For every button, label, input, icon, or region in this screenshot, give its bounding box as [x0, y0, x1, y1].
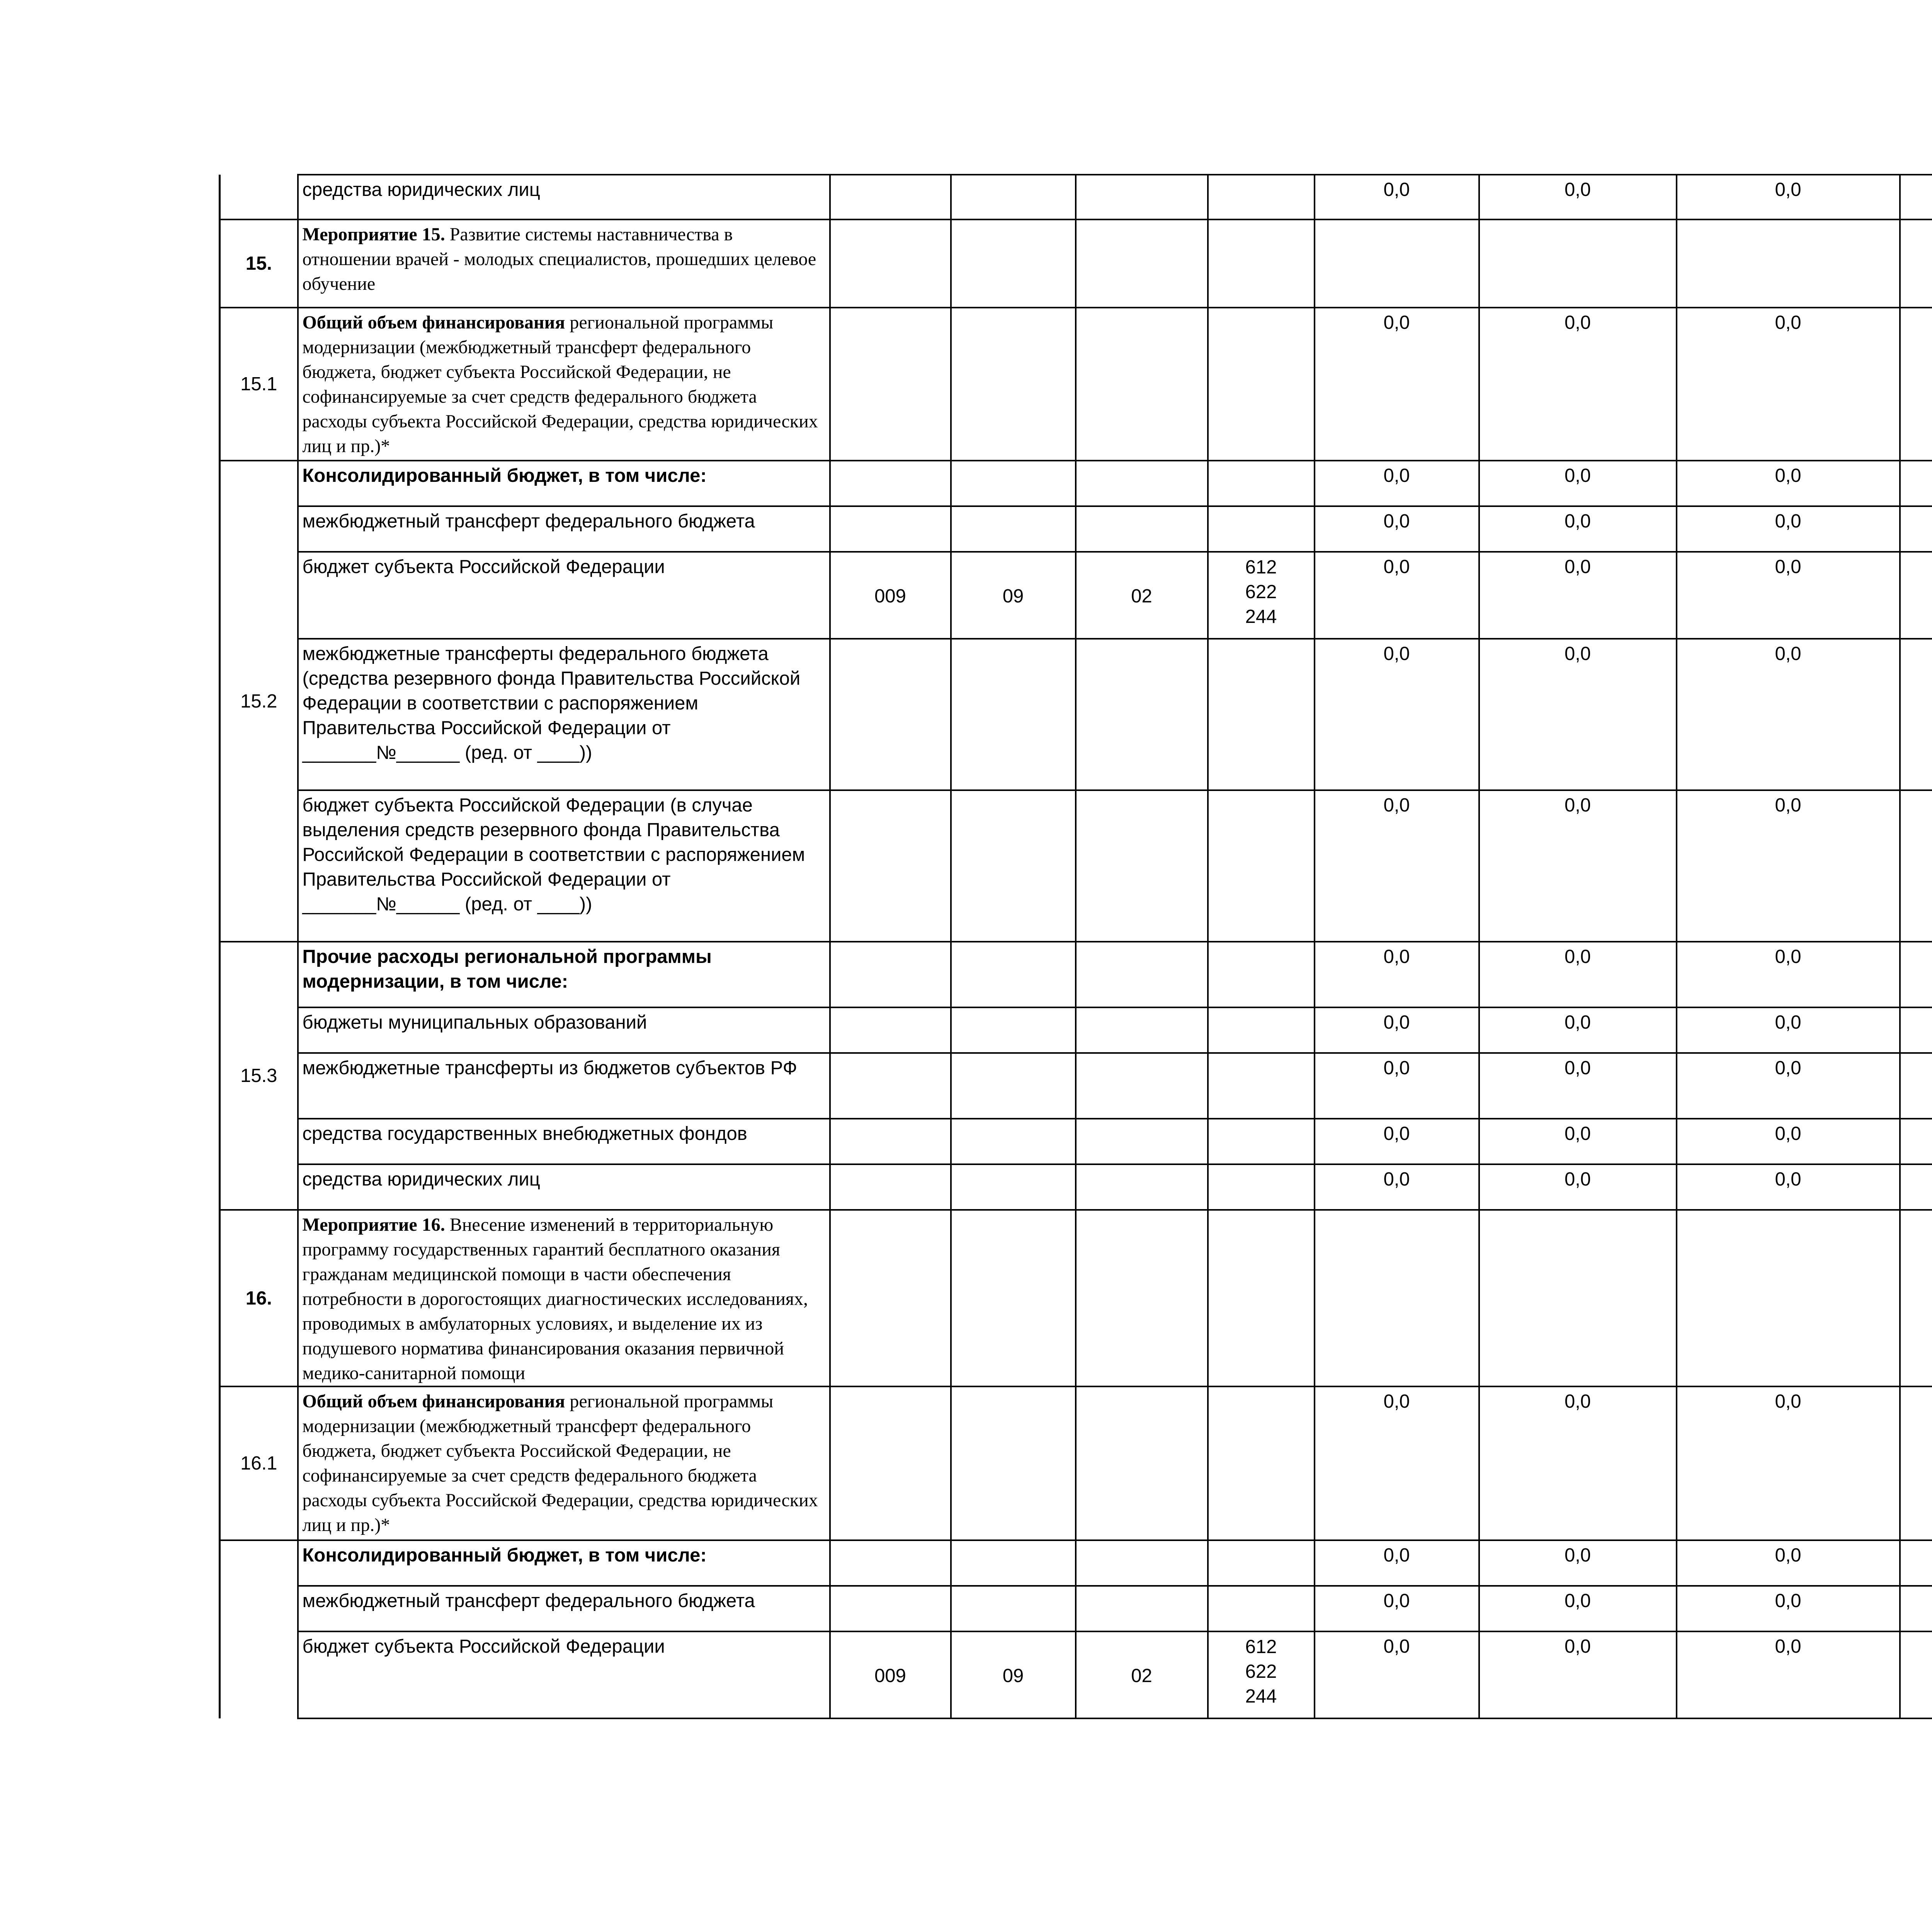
- row-label-text: Развитие системы наставничества в отношении врачей - молодых специалистов, прошедших целевое обучение: [302, 224, 816, 294]
- value-cell: 0,0: [1479, 1586, 1677, 1631]
- grbs-code: 009: [830, 1631, 951, 1718]
- value-cell: 0,0: [1315, 308, 1479, 461]
- value-cell: 0,0: [1315, 1164, 1479, 1210]
- value-cell: [1900, 1631, 1932, 1718]
- value-cell: 0,0: [1479, 639, 1677, 790]
- table-row: [220, 1386, 1932, 1540]
- pr-code: 02: [1076, 552, 1208, 639]
- row-label: бюджет субъекта Российской Федерации: [298, 552, 830, 639]
- value-cell: 0,0: [1315, 461, 1479, 506]
- row-label: [298, 308, 830, 461]
- row-number: 16.: [220, 1210, 298, 1386]
- row-label: межбюджетный трансферт федерального бюджета: [298, 506, 830, 552]
- row-label: Прочие расходы региональной программы модернизации, в том числе:: [298, 942, 830, 1007]
- table-row: [220, 1586, 1932, 1631]
- row-label: межбюджетный трансферт федерального бюджета: [298, 1586, 830, 1631]
- value-cell: [1900, 1386, 1932, 1540]
- value-cell: [1900, 175, 1932, 219]
- value-cell: [1900, 790, 1932, 942]
- row-label-text: Внесение изменений в территориальную программу государственных гарантий бесплатного оказания гражданам медицинской помощи в части обеспечения потребности в дорогостоящих диагностических исследованиях, проводимых в амбулаторных условиях, и выделение их из подушевого норматива финансирования оказания первичной медико-санитарной помощи: [302, 1214, 808, 1383]
- value-cell: 0,0: [1479, 1540, 1677, 1586]
- table-row: [220, 1053, 1932, 1119]
- row-label: бюджет субъекта Российской Федерации (в случае выделения средств резервного фонда Правительства Российской Федерации в соответствии с распоряжением Правительства Российской Федерации от _______№______ (ред. от ____)): [298, 790, 830, 942]
- row-label-bold: Мероприятие 15.: [302, 224, 445, 245]
- table-row: [220, 308, 1932, 461]
- value-cell: 0,0: [1677, 639, 1900, 790]
- value-cell: 0,0: [1677, 506, 1900, 552]
- value-cell: 0,0: [1479, 942, 1677, 1007]
- row-number: 16.1: [220, 1386, 298, 1540]
- value-cell: 0,0: [1677, 790, 1900, 942]
- value-cell: [1900, 308, 1932, 461]
- table-row: [220, 1540, 1932, 1586]
- value-cell: 0,0: [1479, 1119, 1677, 1164]
- value-cell: [1900, 552, 1932, 639]
- budget-table: [219, 174, 1932, 1719]
- row-label-text: региональной программы модернизации (межбюджетный трансферт федерального бюджета, бюджет субъекта Российской Федерации, не софинансируемые за счет средств федерального бюджета расходы субъекта Российской Федерации, средства юридических лиц и пр.)*: [302, 1391, 818, 1535]
- row-label: средства государственных внебюджетных фондов: [298, 1119, 830, 1164]
- row-label-bold: Общий объем финансирования: [302, 312, 565, 333]
- value-cell: 0,0: [1479, 1053, 1677, 1119]
- row-label: Консолидированный бюджет, в том числе:: [298, 1540, 830, 1586]
- value-cell: 0,0: [1315, 1386, 1479, 1540]
- value-cell: [1900, 1540, 1932, 1586]
- value-cell: 0,0: [1315, 1586, 1479, 1631]
- table-row: [220, 639, 1932, 790]
- pr-code: 02: [1076, 1631, 1208, 1718]
- value-cell: 0,0: [1315, 506, 1479, 552]
- value-cell: 0,0: [1677, 461, 1900, 506]
- value-cell: 0,0: [1677, 1053, 1900, 1119]
- row-label: средства юридических лиц: [298, 1164, 830, 1210]
- value-cell: 0,0: [1315, 790, 1479, 942]
- row-number: 15.3: [220, 942, 298, 1210]
- row-label-bold: Общий объем финансирования: [302, 1391, 565, 1412]
- value-cell: 0,0: [1677, 1386, 1900, 1540]
- value-cell: 0,0: [1677, 1007, 1900, 1053]
- vr-codes: 612 622 244: [1208, 552, 1315, 639]
- value-cell: 0,0: [1315, 1053, 1479, 1119]
- value-cell: 0,0: [1677, 1540, 1900, 1586]
- row-label: межбюджетные трансферты из бюджетов субъектов РФ: [298, 1053, 830, 1119]
- value-cell: 0,0: [1479, 790, 1677, 942]
- row-label: средства юридических лиц: [298, 175, 830, 219]
- value-cell: 0,0: [1479, 308, 1677, 461]
- value-cell: 0,0: [1677, 1631, 1900, 1718]
- rz-code: 09: [951, 1631, 1076, 1718]
- table-row: [220, 175, 1932, 219]
- value-cell: 0,0: [1677, 175, 1900, 219]
- value-cell: [1900, 1164, 1932, 1210]
- row-label: бюджет субъекта Российской Федерации: [298, 1631, 830, 1718]
- row-number: [220, 175, 298, 219]
- table-row: [220, 790, 1932, 942]
- table-row: [220, 552, 1932, 639]
- row-number: 15.: [220, 219, 298, 308]
- value-cell: 0,0: [1315, 1540, 1479, 1586]
- table-row: [220, 942, 1932, 1007]
- value-cell: 0,0: [1677, 1119, 1900, 1164]
- value-cell: [1900, 1119, 1932, 1164]
- rz-code: 09: [951, 552, 1076, 639]
- value-cell: 0,0: [1479, 1631, 1677, 1718]
- value-cell: 0,0: [1479, 1007, 1677, 1053]
- row-label: бюджеты муниципальных образований: [298, 1007, 830, 1053]
- row-label: [298, 1386, 830, 1540]
- value-cell: 0,0: [1315, 1007, 1479, 1053]
- table-row: [220, 1210, 1932, 1386]
- value-cell: [1900, 1053, 1932, 1119]
- table-row: [220, 461, 1932, 506]
- value-cell: 0,0: [1479, 1386, 1677, 1540]
- row-label: межбюджетные трансферты федерального бюджета (средства резервного фонда Правительства Российской Федерации в соответствии с распоряжением Правительства Российской Федерации от _______№______ (ред. от ____)): [298, 639, 830, 790]
- row-label-text: региональной программы модернизации (межбюджетный трансферт федерального бюджета, бюджет субъекта Российской Федерации, не софинансируемые за счет средств федерального бюджета расходы субъекта Российской Федерации, средства юридических лиц и пр.)*: [302, 312, 818, 456]
- value-cell: 0,0: [1677, 308, 1900, 461]
- value-cell: 0,0: [1479, 552, 1677, 639]
- table-row: [220, 1631, 1932, 1718]
- value-cell: [1900, 1586, 1932, 1631]
- value-cell: [1900, 639, 1932, 790]
- row-number: 15.1: [220, 308, 298, 461]
- grbs-code: 009: [830, 552, 951, 639]
- value-cell: 0,0: [1479, 461, 1677, 506]
- row-number: 15.2: [220, 461, 298, 942]
- value-cell: 0,0: [1677, 552, 1900, 639]
- value-cell: 0,0: [1315, 942, 1479, 1007]
- value-cell: [1900, 1007, 1932, 1053]
- value-cell: 0,0: [1479, 1164, 1677, 1210]
- row-number: [220, 1540, 298, 1718]
- table-row: [220, 1119, 1932, 1164]
- value-cell: 0,0: [1479, 506, 1677, 552]
- row-label-bold: Мероприятие 16.: [302, 1214, 445, 1235]
- row-label: [298, 1210, 830, 1386]
- value-cell: [1900, 942, 1932, 1007]
- table-row: [220, 219, 1932, 308]
- table-row: [220, 1164, 1932, 1210]
- value-cell: 0,0: [1315, 175, 1479, 219]
- value-cell: 0,0: [1315, 1631, 1479, 1718]
- table-row: [220, 1007, 1932, 1053]
- value-cell: 0,0: [1315, 1119, 1479, 1164]
- vr-codes: 612 622 244: [1208, 1631, 1315, 1718]
- value-cell: 0,0: [1677, 942, 1900, 1007]
- table-row: [220, 506, 1932, 552]
- value-cell: 0,0: [1677, 1164, 1900, 1210]
- value-cell: 0,0: [1479, 175, 1677, 219]
- value-cell: [1900, 461, 1932, 506]
- value-cell: 0,0: [1315, 552, 1479, 639]
- row-label: [298, 219, 830, 308]
- value-cell: 0,0: [1677, 1586, 1900, 1631]
- value-cell: 0,0: [1315, 639, 1479, 790]
- row-label: Консолидированный бюджет, в том числе:: [298, 461, 830, 506]
- value-cell: [1900, 506, 1932, 552]
